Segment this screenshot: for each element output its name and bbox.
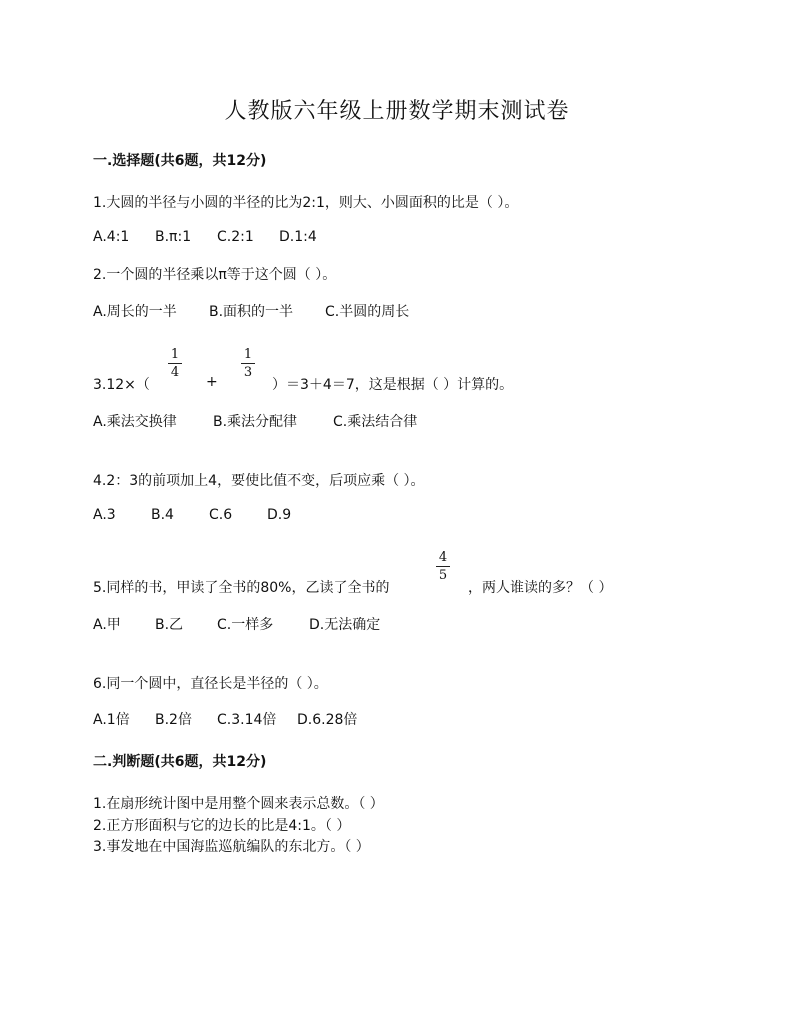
option-c: C.3.14倍 [217,712,277,728]
option-a: A.乘法交换律 [93,414,177,430]
option-b: B.2倍 [155,712,192,728]
option-a: A.1倍 [93,712,130,728]
question-2: 2.一个圆的半径乘以π等于这个圆（ ）。 [93,267,337,283]
question-5-options [93,614,380,634]
question-5-suffix: ，两人谁读的多？（ ） [468,580,613,596]
question-3-prefix: 3.12×（ [93,377,150,393]
option-b: B.乘法分配律 [213,414,298,430]
option-b: B.4 [151,507,174,523]
judge-item-1: 1.在扇形统计图中是用整个圆来表示总数。（ ） [93,796,384,812]
question-2-options [93,301,409,321]
fraction-one-third: 1 3 [241,347,255,380]
option-c: C.2:1 [217,229,254,245]
fraction-one-quarter: 1 4 [168,347,182,380]
option-a: A.周长的一半 [93,304,177,320]
question-5-prefix: 5.同样的书，甲读了全书的80%，乙读了全书的 [93,580,390,596]
question-3-plus: + [206,374,218,390]
option-a: A.3 [93,507,116,523]
option-d: D.9 [267,507,292,523]
option-a: A.4:1 [93,229,130,245]
option-d: D.1:4 [279,229,317,245]
question-1: 1.大圆的半径与小圆的半径的比为2:1，则大、小圆面积的比是（ ）。 [93,195,519,211]
option-c: C.乘法结合律 [333,414,418,430]
question-4-options [93,507,291,523]
option-c: C.半圆的周长 [325,304,410,320]
question-1-options [93,229,317,245]
fraction-four-fifths: 4 5 [436,550,450,583]
option-c: C.6 [209,507,233,523]
section-heading-choice: 一.选择题(共6题，共12分) [93,153,267,169]
option-b: B.面积的一半 [209,304,294,320]
question-3-suffix: ）＝3＋4＝7，这是根据（ ）计算的。 [272,377,514,393]
section-heading-judge: 二.判断题(共6题，共12分) [93,754,267,770]
question-6: 6.同一个圆中，直径长是半径的（ ）。 [93,676,328,692]
question-6-options [93,709,357,729]
option-b: B.π:1 [155,229,192,245]
option-c: C.一样多 [217,617,274,633]
judge-item-3: 3.事发地在中国海监巡航编队的东北方。（ ） [93,839,370,855]
question-4: 4.2：3的前项加上4，要使比值不变，后项应乘（ ）。 [93,473,425,489]
page-title: 人教版六年级上册数学期末测试卷 [224,99,570,124]
option-d: D.无法确定 [309,617,381,633]
option-a: A.甲 [93,617,121,633]
question-3-options [93,411,417,431]
option-d: D.6.28倍 [297,712,358,728]
judge-item-2: 2.正方形面积与它的边长的比是4:1。（ ） [93,818,351,834]
option-b: B.乙 [155,617,184,633]
